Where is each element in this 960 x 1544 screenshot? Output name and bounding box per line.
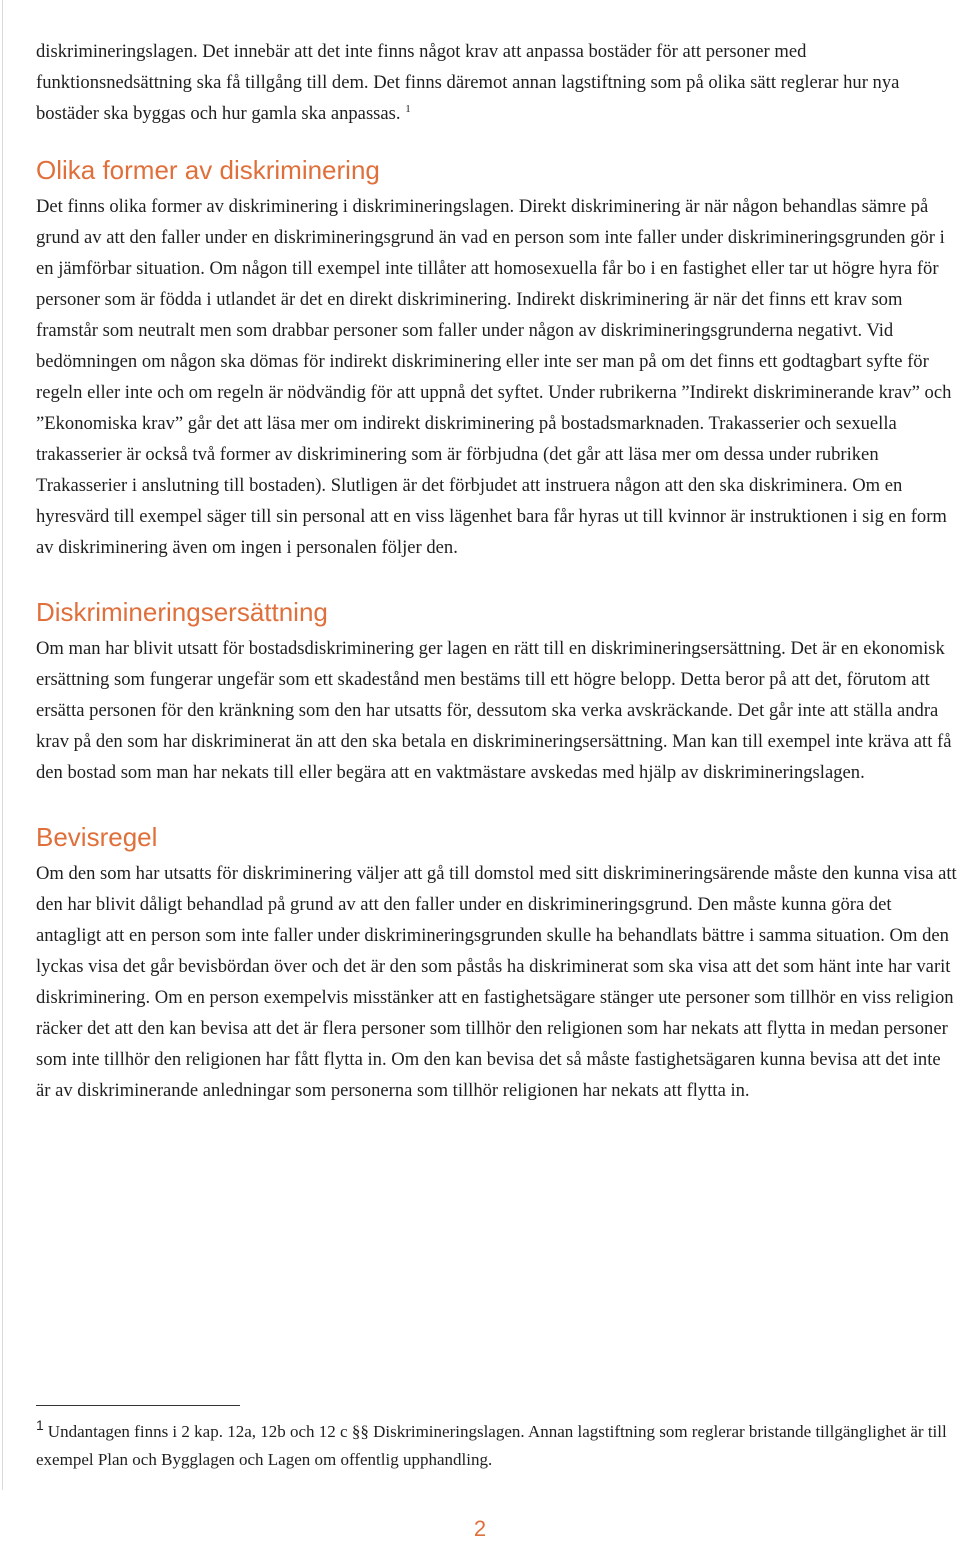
section-body-evidence-rule: Om den som har utsatts för diskriminering väljer att gå till domstol med sitt diskrimineringsärende måste den kunna visa att den har blivit dåligt behandlad på grund av att den faller under en diskrimineringsgrund. Den måste kunna göra det antagligt att en person som inte faller under diskrimineringsgrunden skulle ha behandlats bättre i samma situation. Om den lyckas visa det går bevisbördan över och det är den som påstås ha diskriminerat som ska visa att det som hänt inte har varit diskriminering. Om en person exempelvis misstänker att en fastighetsägare stänger ute personer som tillhör en viss religion räcker det att den kan bevisa att det är flera personer som tillhör den religionen som har nekats att flytta in medan personer som inte tillhör den religionen har fått flytta in. Om den kan bevisa det så måste fastighetsägaren kunna bevisa att det inte är av diskriminerande anledningar som personerna som tillhör religionen har nekats att flytta in. (36, 863, 957, 1101)
section-heading-compensation: Diskrimineringsersättning (36, 597, 328, 627)
footnote-reference[interactable]: 1 (405, 102, 411, 115)
document-body (36, 36, 958, 1106)
footnote-text: Undantagen finns i 2 kap. 12a, 12b och 12 c §§ Diskrimineringslagen. Annan lagstiftning som reglerar bristande tillgänglighet är till exempel Plan och Bygglagen och Lagen om offentlig upphandling. (36, 1422, 947, 1469)
footnote-divider (36, 1405, 240, 1406)
intro-text: diskrimineringslagen. Det innebär att det inte finns något krav att anpassa bostäder för att personer med funktionsnedsättning ska få tillgång till dem. Det finns däremot annan lagstiftning som på olika sätt reglerar hur nya bostäder ska byggas och hur gamla ska anpassas. (36, 41, 900, 124)
section-body-forms: Det finns olika former av diskriminering i diskrimineringslagen. Direkt diskriminering är när någon behandlas sämre på grund av att den faller under en diskrimineringsgrund än vad en person som inte faller under diskrimineringsgrunden gör i en jämförbar situation. Om någon till exempel inte tillåter att homosexuella får bo i en fastighet eller tar ut högre hyra för personer som är födda i utlandet är det en direkt diskriminering. Indirekt diskriminering är när det finns ett krav som framstår som neutralt men som drabbar personer som faller under någon av diskrimineringsgrunderna negativt. Vid bedömningen om någon ska dömas för indirekt diskriminering eller inte ser man på om det finns ett godtagbart syfte för regeln eller inte och om regeln är nödvändig för att uppnå det syftet. Under rubrikerna ”Indirekt diskriminerande krav” och ”Ekonomiska krav” går det att läsa mer om indirekt diskriminering på bostadsmarknaden. Trakasserier och sexuella trakasserier är också två former av diskriminering som är förbjudna (det går att läsa mer om dessa under rubriken Trakasserier i anslutning till bostaden). Slutligen är det förbjudet att instruera någon att den ska diskriminera. Om en hyresvärd till exempel säger till sin personal att en viss lägenhet bara får hyras ut till kvinnor är instruktionen i sig en form av diskriminering även om ingen i personalen följer den. (36, 196, 952, 558)
footnote-number: 1 (36, 1417, 44, 1434)
intro-paragraph (36, 36, 958, 129)
section-body-compensation: Om man har blivit utsatt för bostadsdiskriminering ger lagen en rätt till en diskrimineringsersättning. Det är en ekonomisk ersättning som fungerar ungefär som ett skadestånd men bestäms till ett högre belopp. Detta beror på att det, förutom att ersätta personen för den kränkning som den har utsatts för, dessutom ska verka avskräckande. Det går inte att ställa andra krav på den som har diskriminerat än att den ska betala en diskrimineringsersättning. Man kan till exempel inte kräva att få den bostad som man har nekats till eller begära att en vaktmästare avskedas med hjälp av diskrimineringslagen. (36, 638, 952, 783)
section-heading-evidence-rule: Bevisregel (36, 822, 158, 852)
footnote (36, 1418, 958, 1474)
section-heading-forms: Olika former av diskriminering (36, 155, 380, 185)
page-margin-rule (2, 0, 3, 1490)
page-number: 2 (473, 1516, 487, 1541)
